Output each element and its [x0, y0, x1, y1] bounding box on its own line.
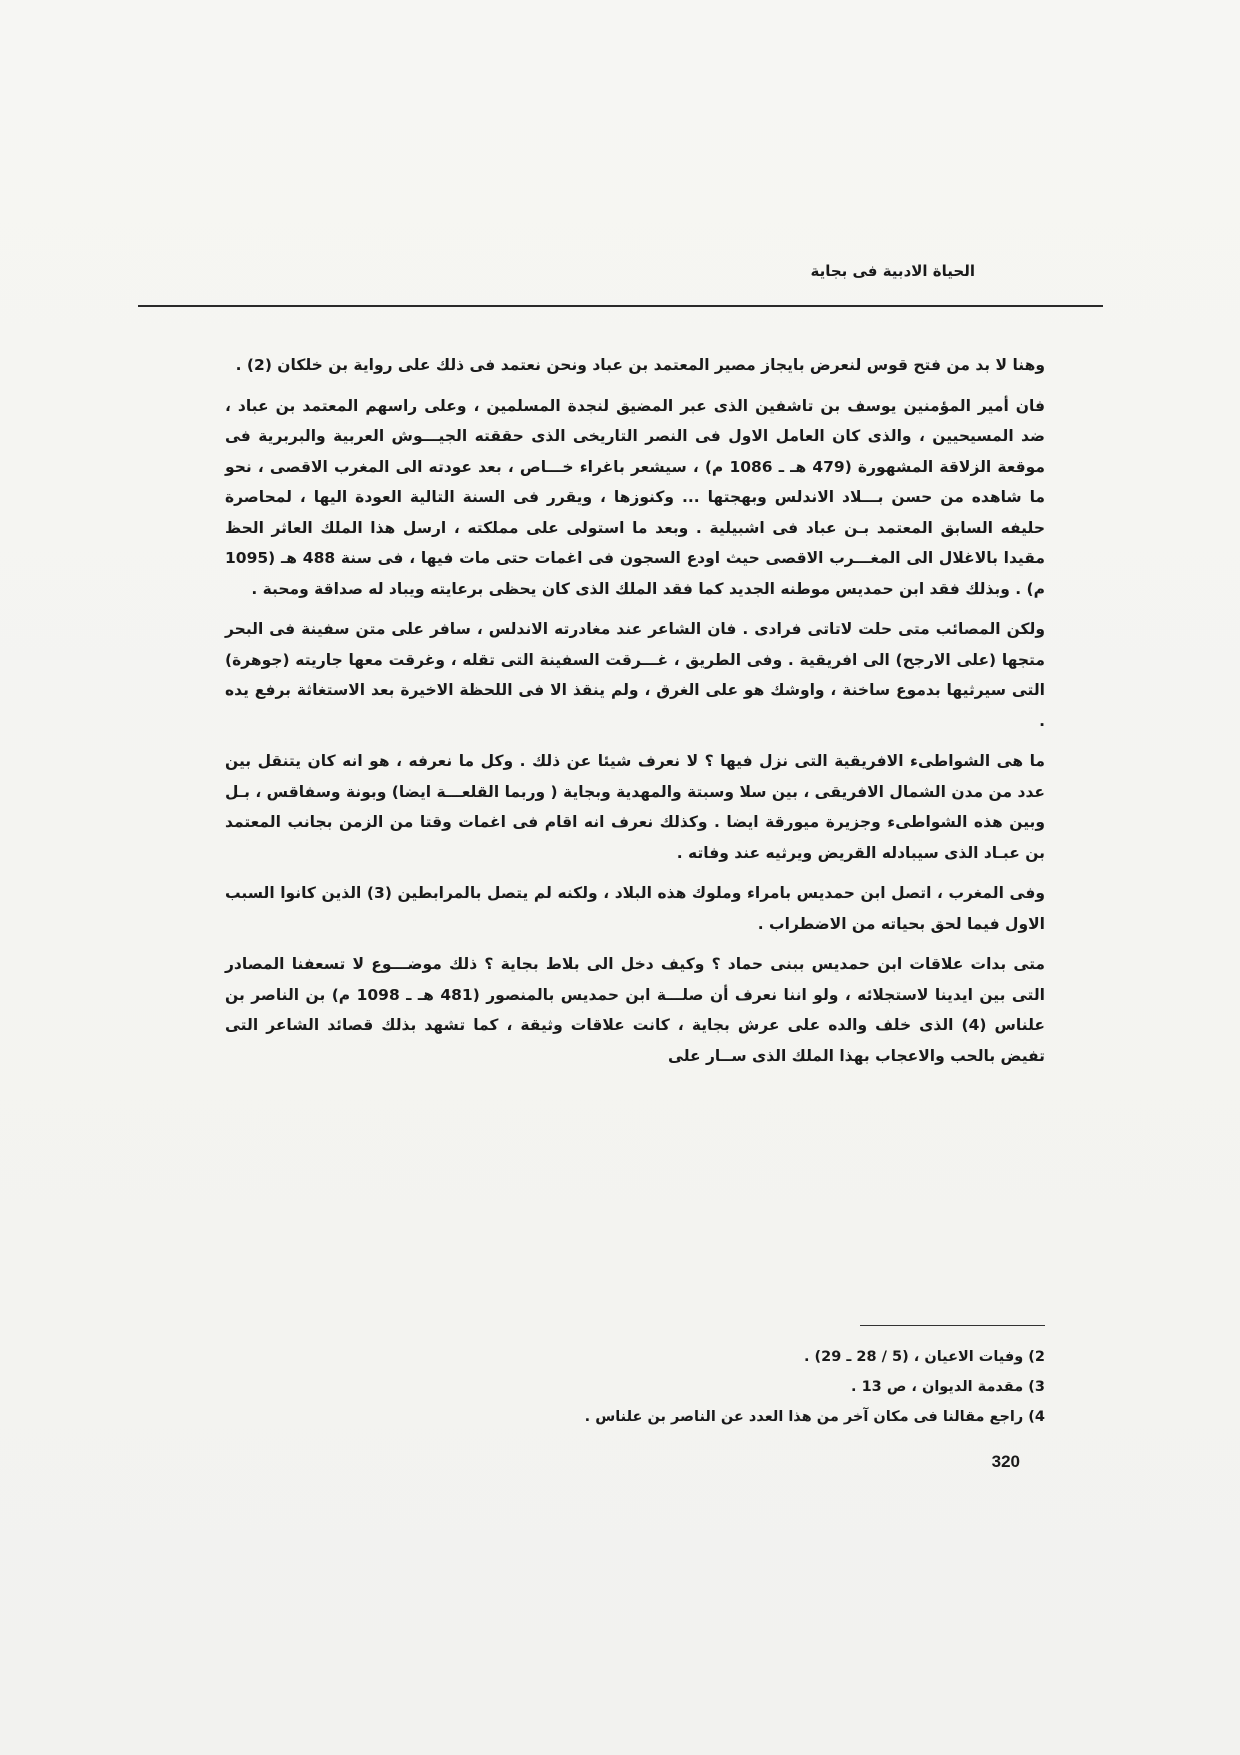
- footnotes: [225, 1342, 1045, 1432]
- paragraph: ولكن المصائب متى حلت لاتاتى فرادى . فان الشاعر عند مغادرته الاندلس ، سافر على متن سفينة فى البحر متجها (على الارجح) الى افريقية . وفى الطريق ، غـــرقت السفينة التى تقله ، وغرقت معها جاريته (جوهرة) التى سيرثيها بدموع ساخنة ، واوشك هو على الغرق ، ولم ينقذ الا فى اللحظة الاخيرة بعد الاستغاثة برفع يده .: [225, 620, 1045, 730]
- paragraph: وهنا لا بد من فتح قوس لنعرض بايجاز مصير المعتمد بن عباد ونحن نعتمد فى ذلك على رواية بن خلكان (2) .: [235, 356, 1045, 374]
- footnote-rule: [860, 1325, 1045, 1326]
- body-text: [225, 350, 1045, 1081]
- paragraph: وفى المغرب ، اتصل ابن حمديس بامراء وملوك هذه البلاد ، ولكنه لم يتصل بالمرابطين (3) الذين كانوا السبب الاول فيما لحق بحياته من الاضطراب .: [225, 884, 1045, 933]
- header-rule: [138, 305, 1103, 307]
- footnote: 3) مقدمة الديوان ، ص 13 .: [851, 1379, 1045, 1395]
- paragraph: فان أمير المؤمنين يوسف بن تاشفين الذى عبر المضيق لنجدة المسلمين ، وعلى راسهم المعتمد بن عباد ، ضد المسيحيين ، والذى كان العامل الاول فى النصر التاريخى الذى حققته الجيـــوش العربية والبربرية فى موقعة الزلاقة المشهورة (479 هـ ـ 1086 م) ، سيشعر باغراء خـــاص ، بعد عودته الى المغرب الاقصى ، نحو ما شاهده من حسن بـــلاد الاندلس وبهجتها ... وكنوزها ، ويقرر فى السنة التالية العودة اليها ، لمحاصرة حليفه السابق المعتمد بـن عباد فى اشبيلية . وبعد ما استولى على مملكته ، ارسل هذا الملك العاثر الحظ مقيدا بالاغلال الى المغـــرب الاقصى حيث اودع السجون فى اغمات حتى مات فيها ، فى سنة 488 هـ (1095 م) . وبذلك فقد ابن حمديس موطنه الجديد كما فقد الملك الذى كان يحظى برعايته ويباد له صداقة ومحبة .: [225, 396, 1045, 598]
- paragraph: متى بدات علاقات ابن حمديس ببنى حماد ؟ وكيف دخل الى بلاط بجاية ؟ ذلك موضـــوع لا تسعفنا المصادر التى بين ايدينا لاستجلائه ، ولو اننا نعرف أن صلـــة ابن حمديس بالمنصور (481 هـ ـ 1098 م) بن الناصر بن علناس (4) الذى خلف والده على عرش بجاية ، كانت علاقات وثيقة ، كما تشهد بذلك قصائد الشاعر التى تفيض بالحب والاعجاب بهذا الملك الذى ســار على: [225, 955, 1046, 1065]
- footnote: 4) راجع مقالنا فى مكان آخر من هذا العدد عن الناصر بن علناس .: [584, 1409, 1045, 1425]
- paragraph: ما هى الشواطىء الافريقية التى نزل فيها ؟ لا نعرف شيئا عن ذلك . وكل ما نعرفه ، هو انه كان يتنقل بين عدد من مدن الشمال الافريقى ، بين سلا وسبتة والمهدية وبجاية ( وربما القلعـــة ايضا) وبونة وسفاقس ، بـل وبين هذه الشواطىء وجزيرة ميورقة ايضا . وكذلك نعرف انه اقام فى اغمات وقتا من الزمن بجانب المعتمد بن عبـاد الذى سيبادله القريض ويرثيه عند وفاته .: [225, 752, 1045, 862]
- page-number: 320: [991, 1452, 1020, 1471]
- footnote: 2) وفيات الاعيان ، (5 / 28 ـ 29) .: [803, 1349, 1045, 1365]
- running-header: الحياة الادبية فى بجاية: [810, 262, 975, 280]
